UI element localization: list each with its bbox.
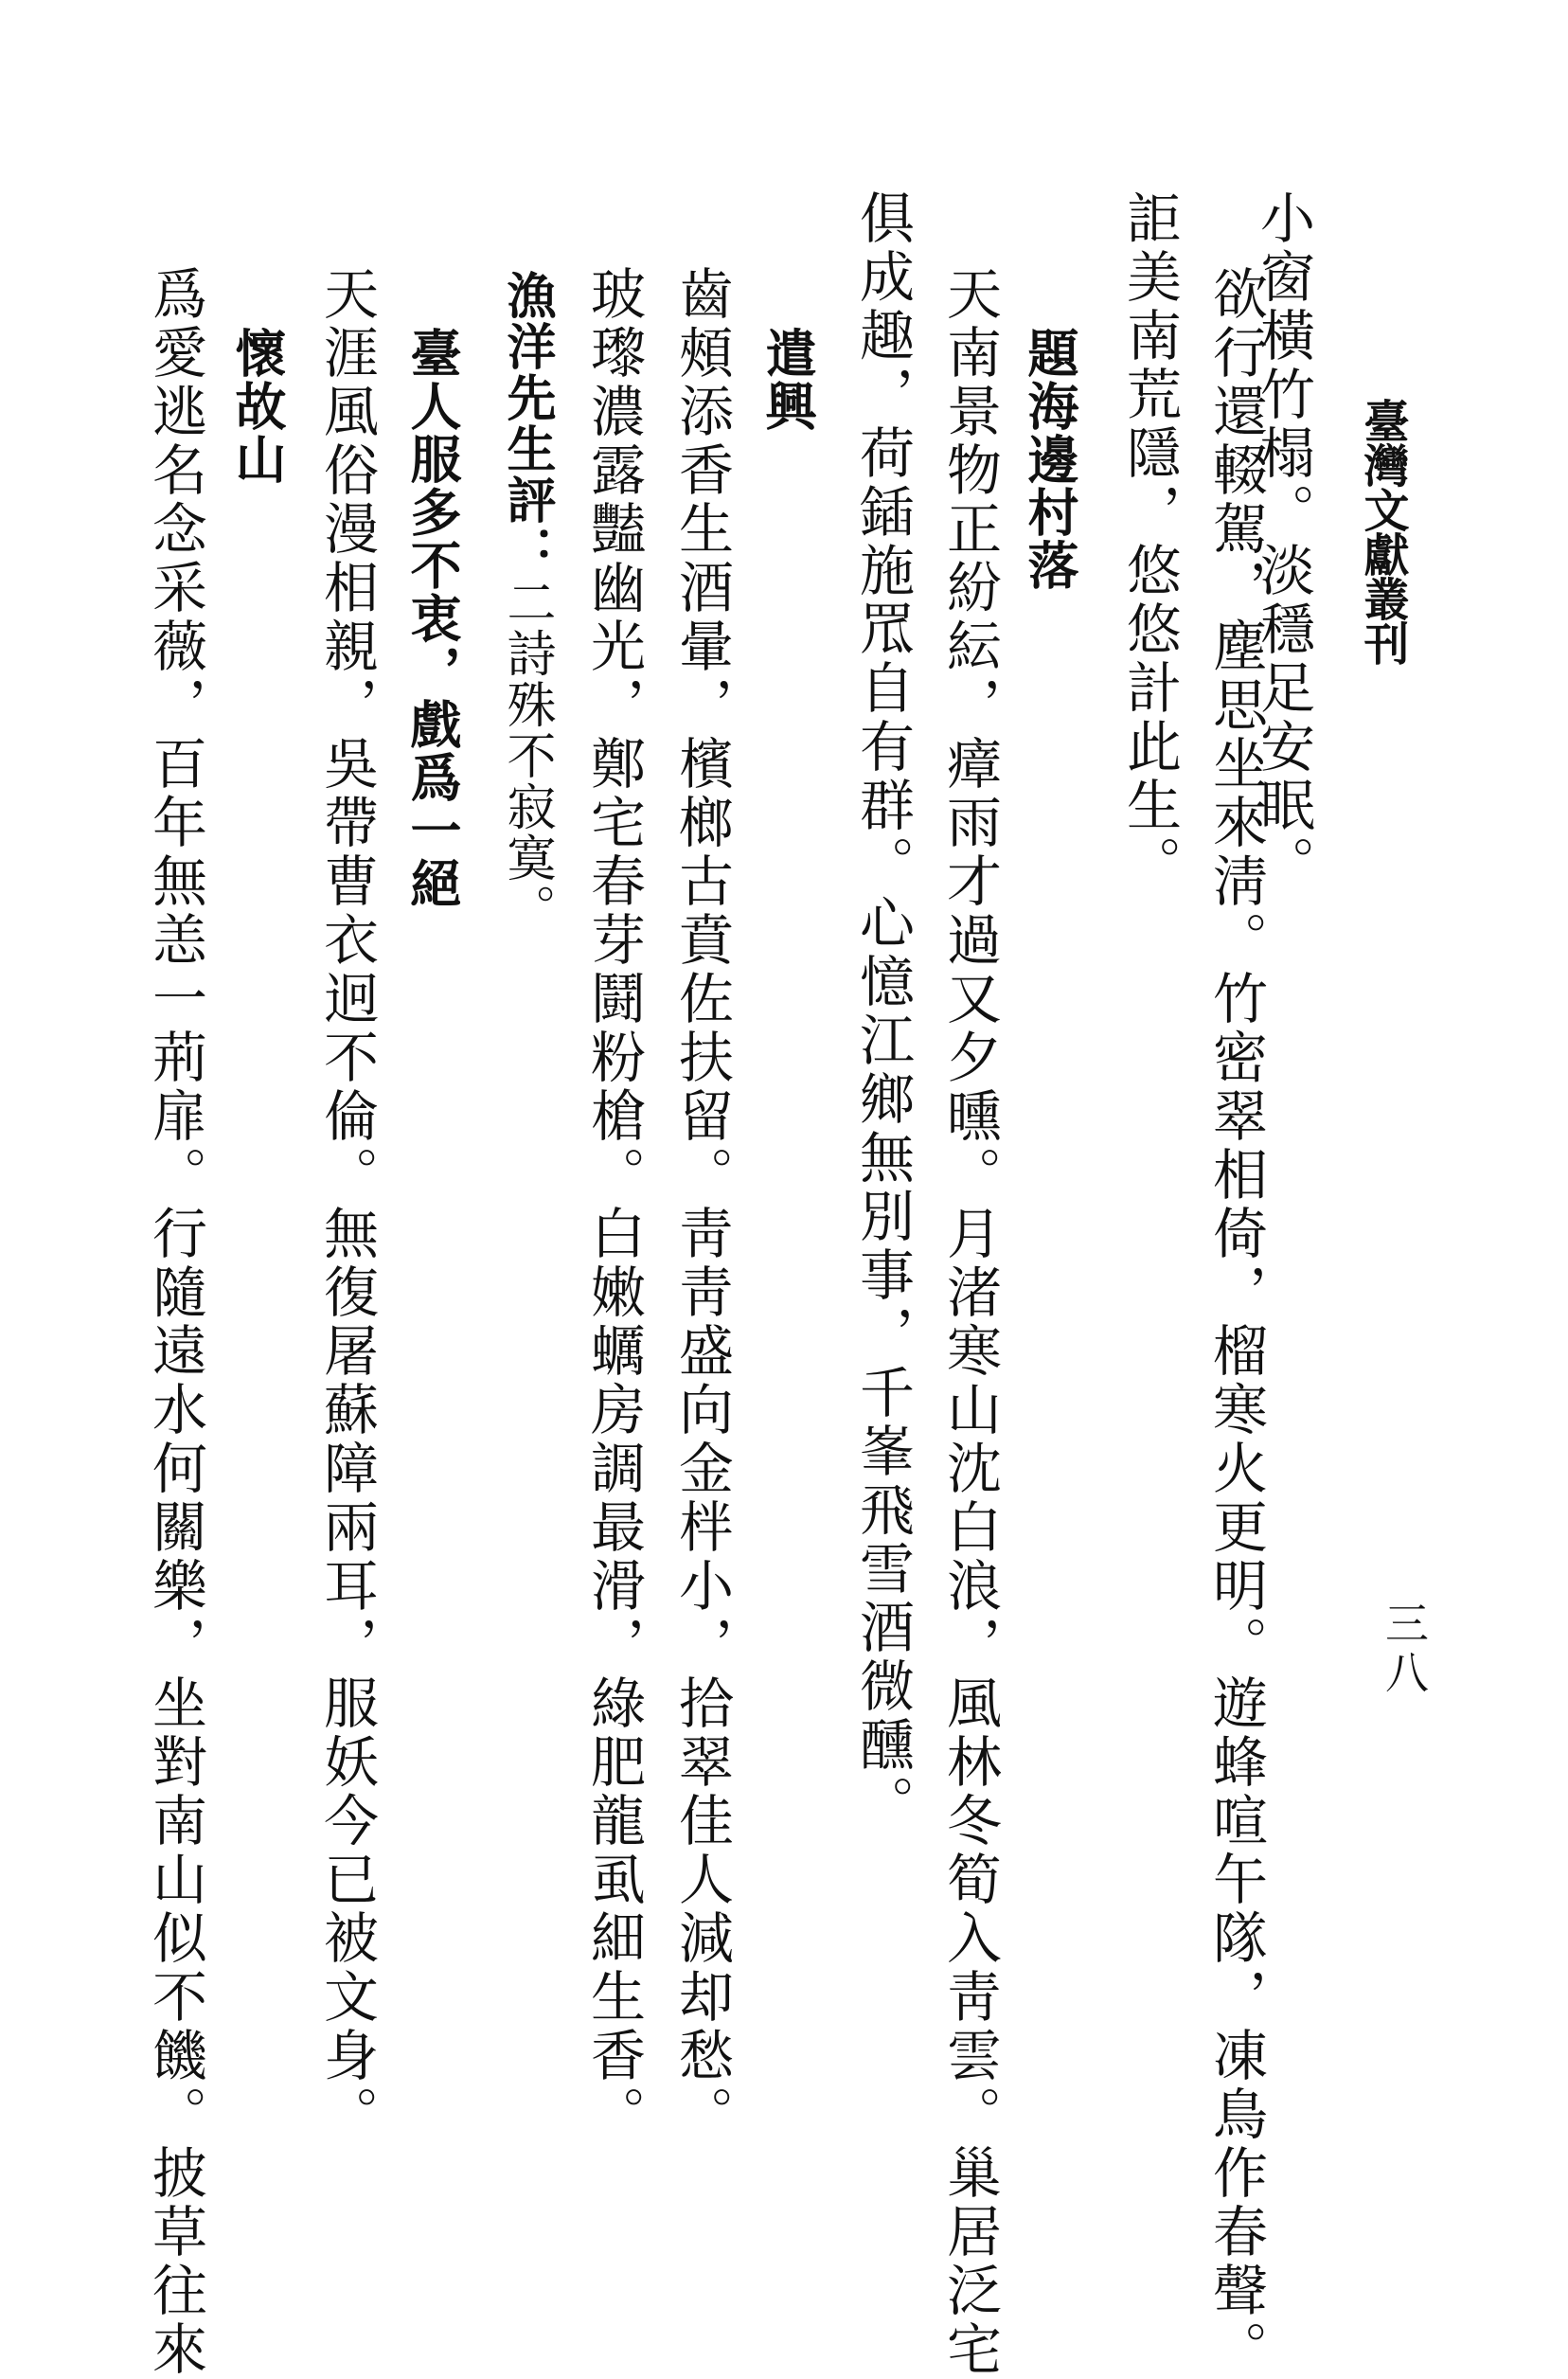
poem-line-7: 玻瓈濃露豔幽光，鄭宅春芽鬪粉槍。白嫩蠣房調最滑，綠肥龍虱細生香。 xyxy=(581,265,646,2144)
poem-line-4: 天南景物正紛紜，瘴雨才過又夕曛。月渚寒山沈白浪，風林冬筍入靑雲。巢居泛宅 xyxy=(937,265,1002,2379)
poem-line-3: 詎美南荒隱，悠悠計此生。 xyxy=(1117,189,1182,894)
poem-title-coastal-village: 題海邊村落 xyxy=(1020,327,1080,592)
commentary-text: 二詩殊不寂寞。 xyxy=(498,577,555,935)
poem-title-old-mountain: 懷故山 xyxy=(227,327,288,486)
poem-line-5: 俱成趣，荷鍤施罛自有群。心憶江鄉無別事，千峯飛雪酒微醺。 xyxy=(850,189,915,1833)
poem-line-6: 齒頰添香生酒暈，檳榔古賁佐扶留。靑靑盛向金柈小，拾翠佳人減却愁。 xyxy=(669,265,734,2144)
page-number: 三八 xyxy=(1379,1601,1430,1699)
poem-title-qianxing: 遣興 xyxy=(757,327,818,433)
poem-line-8: 天涯風俗漫相親，吳帶曹衣迥不倫。無復屠蘇障兩耳，服妖今已被文身。 xyxy=(314,265,379,2144)
poem-line-1: 小窗橫竹榻。淡穩足安眠。 xyxy=(1251,189,1315,894)
poem-title-taiwan-dress: 臺人服多不衷，戲爲一絕 xyxy=(402,327,463,910)
poem-line-2: 欲行還輟駕，塵思坐來淸。竹密翠相倚，榴寒火更明。遊蜂喧午隊，凍鳥作春聲。 xyxy=(1203,265,1268,2379)
running-head: 臺灣文獻叢刊 xyxy=(1356,398,1409,665)
commentary-label: 漁洋先生評： xyxy=(498,270,556,577)
poem-line-9: 爲愛逃名念采薇，百年無恙一荊扉。行隨遠水何關樂，坐對南山似不饑。披草往來 xyxy=(143,265,207,2379)
commentary xyxy=(498,270,556,935)
